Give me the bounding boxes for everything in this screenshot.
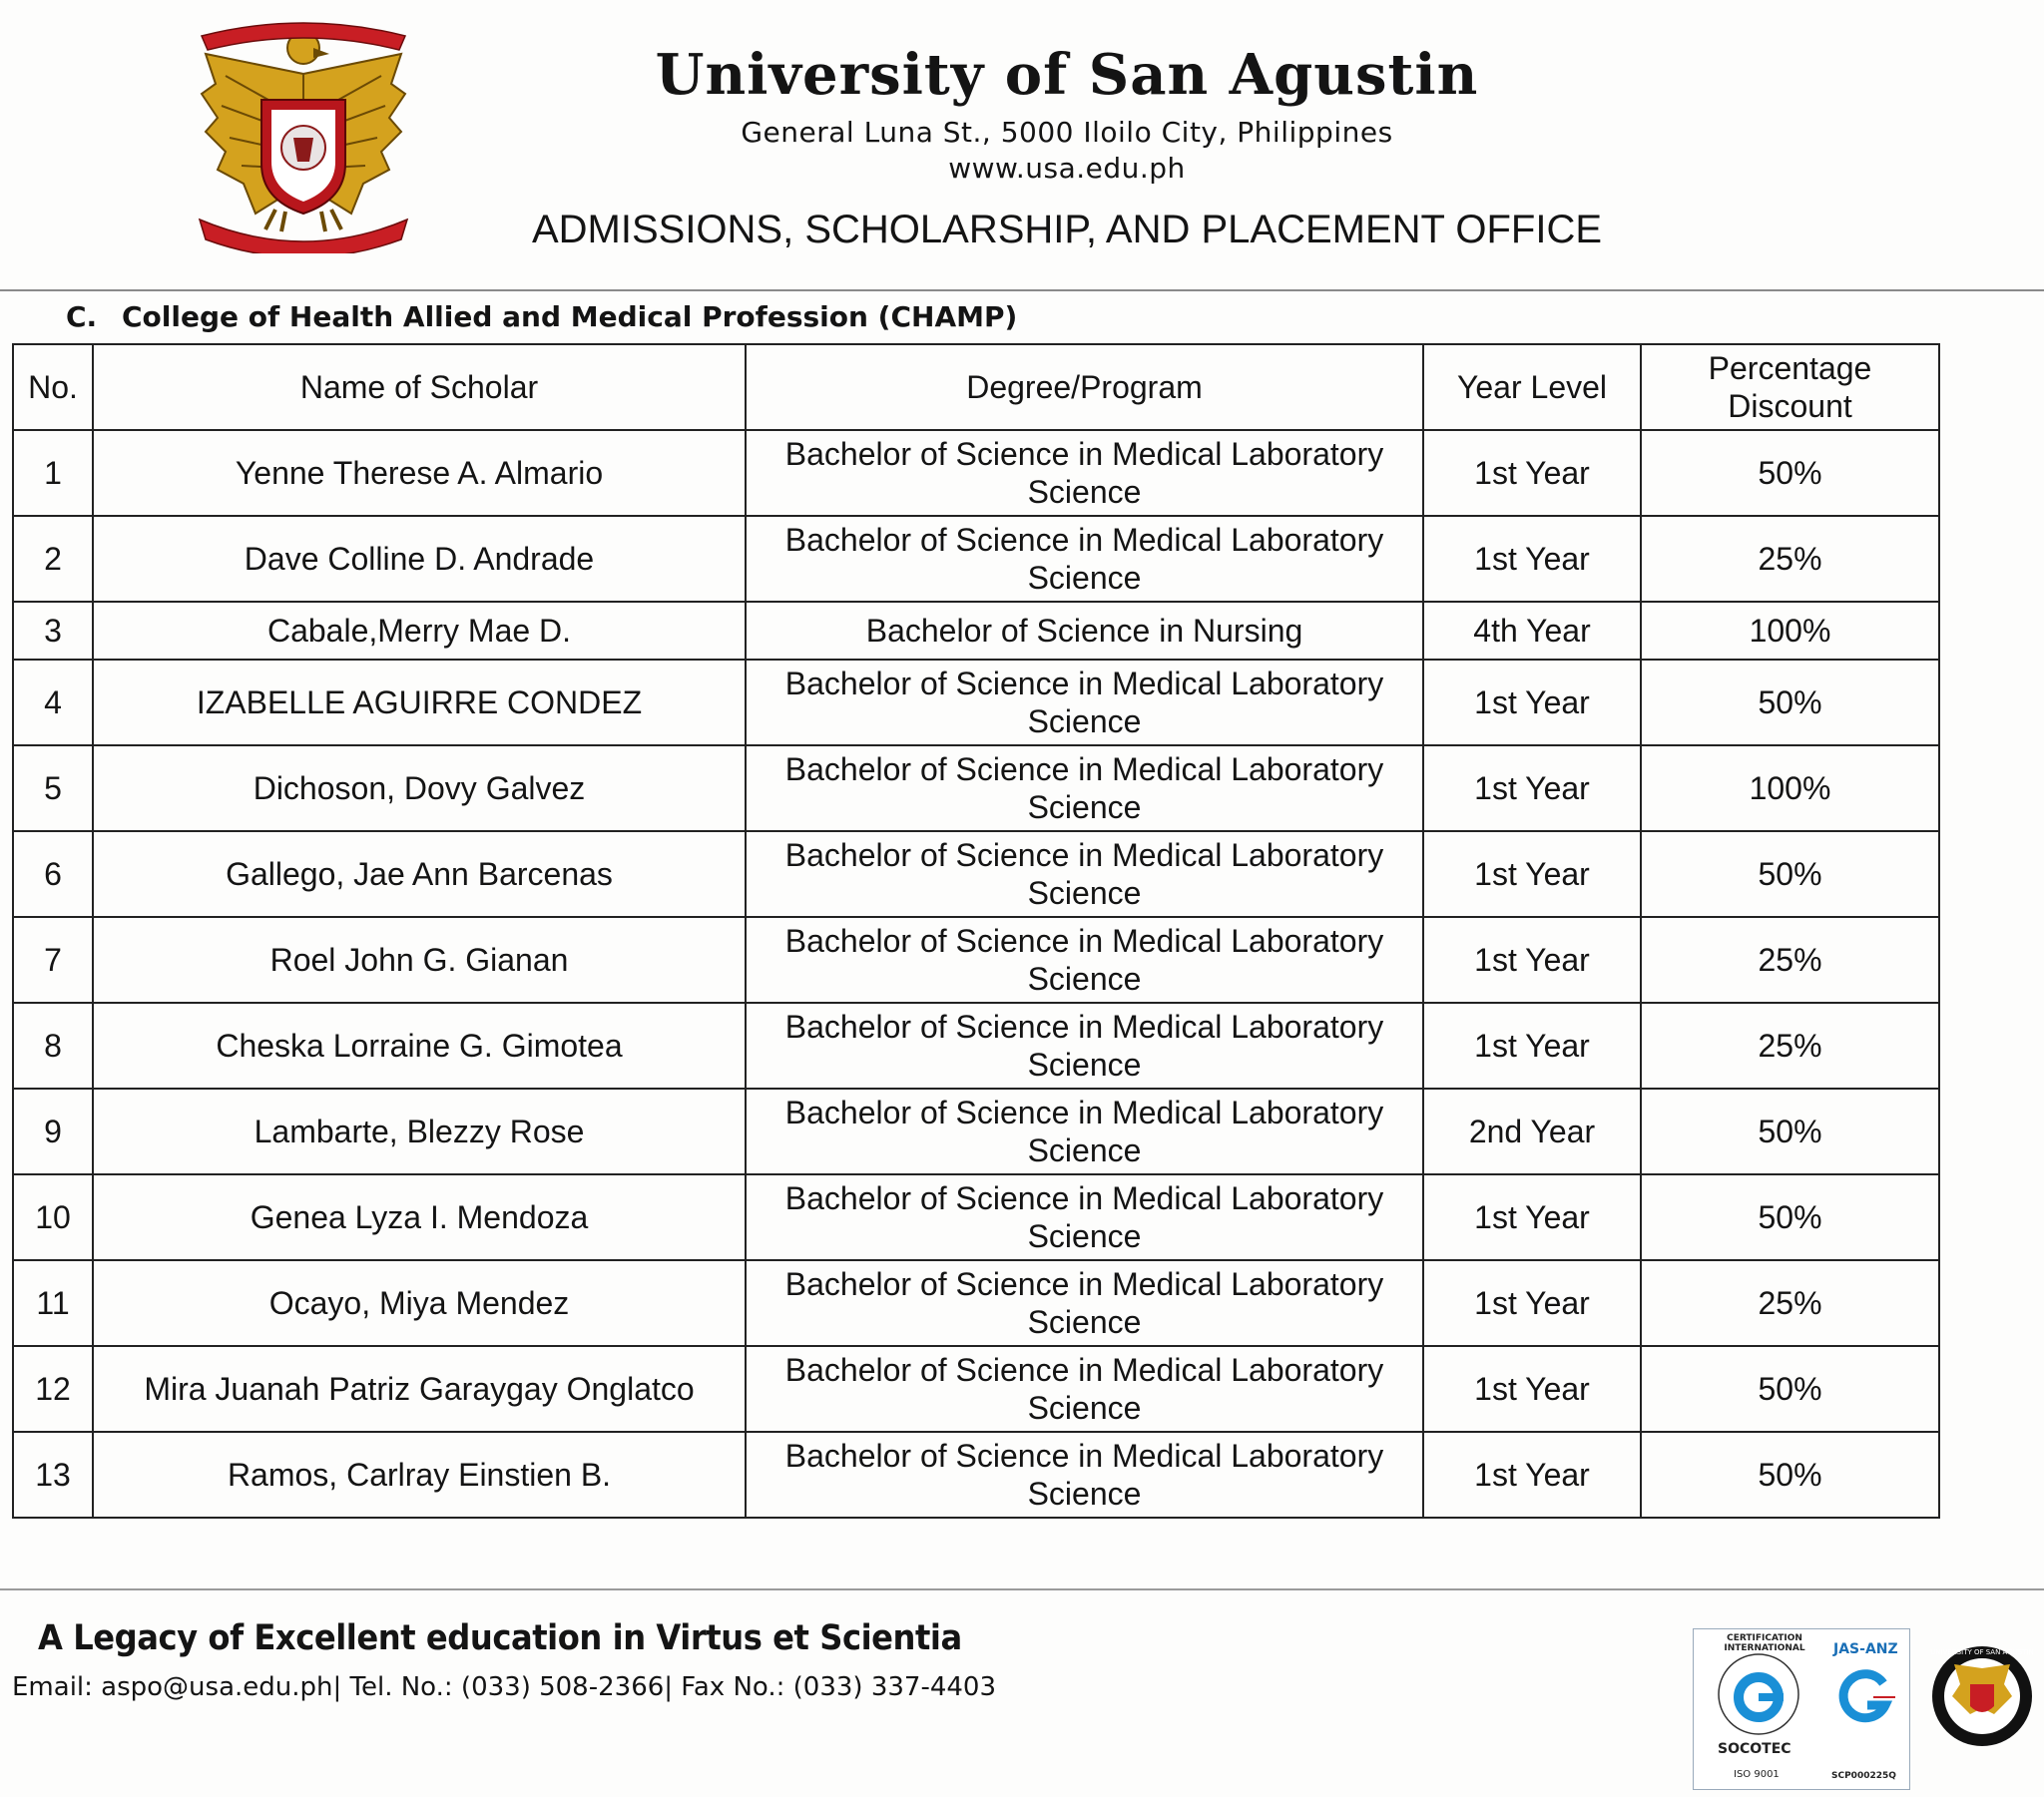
cell-program: Bachelor of Science in Medical Laboratory Science bbox=[746, 1432, 1423, 1518]
section-title: College of Health Allied and Medical Profession (CHAMP) bbox=[122, 300, 1018, 333]
cell-year: 1st Year bbox=[1423, 660, 1641, 745]
column-header-discount: Percentage Discount bbox=[1641, 344, 1939, 430]
column-header-year: Year Level bbox=[1423, 344, 1641, 430]
table-row bbox=[13, 1432, 1939, 1518]
cell-program: Bachelor of Science in Nursing bbox=[746, 602, 1423, 660]
table-row bbox=[13, 1003, 1939, 1089]
table-row bbox=[13, 745, 1939, 831]
cell-name: Lambarte, Blezzy Rose bbox=[93, 1089, 746, 1174]
jas-anz-logo-icon bbox=[1833, 1665, 1897, 1729]
cell-program: Bachelor of Science in Medical Laboratory Science bbox=[746, 917, 1423, 1003]
university-seal-icon bbox=[1930, 1644, 2034, 1748]
cell-name: Mira Juanah Patriz Garaygay Onglatco bbox=[93, 1346, 746, 1432]
cell-year: 1st Year bbox=[1423, 745, 1641, 831]
cell-discount: 25% bbox=[1641, 1260, 1939, 1346]
cell-discount: 25% bbox=[1641, 516, 1939, 602]
cell-year: 1st Year bbox=[1423, 1346, 1641, 1432]
cell-program: Bachelor of Science in Medical Laboratory Science bbox=[746, 1089, 1423, 1174]
table-row bbox=[13, 1174, 1939, 1260]
footer-contact: Email: aspo@usa.edu.ph| Tel. No.: (033) 508-2366| Fax No.: (033) 337-4403 bbox=[12, 1672, 996, 1702]
table-row bbox=[13, 917, 1939, 1003]
cell-no: 7 bbox=[13, 917, 93, 1003]
cell-name: Cheska Lorraine G. Gimotea bbox=[93, 1003, 746, 1089]
cell-name: IZABELLE AGUIRRE CONDEZ bbox=[93, 660, 746, 745]
cell-no: 4 bbox=[13, 660, 93, 745]
footer-divider bbox=[0, 1588, 2044, 1590]
header-divider bbox=[0, 289, 2044, 291]
cell-program: Bachelor of Science in Medical Laboratory Science bbox=[746, 831, 1423, 917]
office-title: ADMISSIONS, SCHOLARSHIP, AND PLACEMENT OFFICE bbox=[531, 208, 1603, 251]
cell-discount: 50% bbox=[1641, 430, 1939, 516]
socotec-label: SOCOTEC bbox=[1718, 1741, 1791, 1757]
cell-no: 6 bbox=[13, 831, 93, 917]
table-row bbox=[13, 831, 1939, 917]
university-website: www.usa.edu.ph bbox=[948, 152, 1186, 185]
cell-year: 1st Year bbox=[1423, 430, 1641, 516]
cell-discount: 50% bbox=[1641, 1346, 1939, 1432]
socotec-logo-icon bbox=[1714, 1649, 1803, 1739]
university-address: General Luna St., 5000 Iloilo City, Philippines bbox=[741, 116, 1393, 149]
cell-name: Roel John G. Gianan bbox=[93, 917, 746, 1003]
cell-program: Bachelor of Science in Medical Laboratory Science bbox=[746, 430, 1423, 516]
cell-program: Bachelor of Science in Medical Laboratory Science bbox=[746, 1346, 1423, 1432]
cell-no: 2 bbox=[13, 516, 93, 602]
section-letter: C. bbox=[66, 300, 98, 333]
cell-discount: 50% bbox=[1641, 1432, 1939, 1518]
table-row bbox=[13, 430, 1939, 516]
cell-program: Bachelor of Science in Medical Laboratory Science bbox=[746, 1003, 1423, 1089]
cell-no: 13 bbox=[13, 1432, 93, 1518]
section-heading bbox=[66, 300, 1017, 333]
cell-year: 1st Year bbox=[1423, 516, 1641, 602]
cell-year: 1st Year bbox=[1423, 1174, 1641, 1260]
cell-no: 1 bbox=[13, 430, 93, 516]
table-header-row bbox=[13, 344, 1939, 430]
cell-year: 2nd Year bbox=[1423, 1089, 1641, 1174]
table-row bbox=[13, 1346, 1939, 1432]
cell-discount: 25% bbox=[1641, 917, 1939, 1003]
iso-certificate-box bbox=[1693, 1628, 1910, 1790]
cell-no: 12 bbox=[13, 1346, 93, 1432]
cell-name: Dave Colline D. Andrade bbox=[93, 516, 746, 602]
cell-discount: 50% bbox=[1641, 660, 1939, 745]
jas-anz-code: SCP000225Q bbox=[1831, 1771, 1896, 1781]
table-row bbox=[13, 1260, 1939, 1346]
cell-discount: 50% bbox=[1641, 831, 1939, 917]
cell-name: Ramos, Carlray Einstien B. bbox=[93, 1432, 746, 1518]
cell-no: 5 bbox=[13, 745, 93, 831]
cell-program: Bachelor of Science in Medical Laboratory Science bbox=[746, 516, 1423, 602]
table-row bbox=[13, 1089, 1939, 1174]
column-header-program: Degree/Program bbox=[746, 344, 1423, 430]
certification-logos bbox=[1693, 1628, 2032, 1788]
cell-no: 11 bbox=[13, 1260, 93, 1346]
scholars-table bbox=[12, 343, 1940, 1519]
letterhead bbox=[0, 0, 2044, 299]
cell-name: Ocayo, Miya Mendez bbox=[93, 1260, 746, 1346]
table-row bbox=[13, 602, 1939, 660]
cell-name: Cabale,Merry Mae D. bbox=[93, 602, 746, 660]
footer-tagline: A Legacy of Excellent education in Virtus et Scientia bbox=[38, 1618, 962, 1658]
cell-program: Bachelor of Science in Medical Laboratory Science bbox=[746, 660, 1423, 745]
iso-standard-label: ISO 9001 bbox=[1734, 1769, 1780, 1780]
cell-program: Bachelor of Science in Medical Laboratory Science bbox=[746, 745, 1423, 831]
cell-program: Bachelor of Science in Medical Laboratory Science bbox=[746, 1260, 1423, 1346]
socotec-arc-text: CERTIFICATION INTERNATIONAL bbox=[1724, 1633, 1805, 1653]
cell-discount: 25% bbox=[1641, 1003, 1939, 1089]
cell-name: Gallego, Jae Ann Barcenas bbox=[93, 831, 746, 917]
cell-year: 1st Year bbox=[1423, 1260, 1641, 1346]
cell-year: 1st Year bbox=[1423, 1432, 1641, 1518]
cell-year: 4th Year bbox=[1423, 602, 1641, 660]
cell-discount: 100% bbox=[1641, 602, 1939, 660]
cell-year: 1st Year bbox=[1423, 917, 1641, 1003]
cell-no: 8 bbox=[13, 1003, 93, 1089]
cell-no: 3 bbox=[13, 602, 93, 660]
cell-discount: 50% bbox=[1641, 1174, 1939, 1260]
cell-year: 1st Year bbox=[1423, 1003, 1641, 1089]
cell-no: 10 bbox=[13, 1174, 93, 1260]
cell-no: 9 bbox=[13, 1089, 93, 1174]
table-row bbox=[13, 660, 1939, 745]
cell-program: Bachelor of Science in Medical Laboratory Science bbox=[746, 1174, 1423, 1260]
cell-discount: 50% bbox=[1641, 1089, 1939, 1174]
university-name: University of San Agustin bbox=[655, 42, 1479, 108]
jas-anz-label: JAS-ANZ bbox=[1833, 1641, 1898, 1657]
seal-ring-text: UNIVERSITY OF SAN AGUSTIN bbox=[1930, 1648, 2034, 1656]
cell-name: Yenne Therese A. Almario bbox=[93, 430, 746, 516]
cell-name: Dichoson, Dovy Galvez bbox=[93, 745, 746, 831]
column-header-name: Name of Scholar bbox=[93, 344, 746, 430]
cell-discount: 100% bbox=[1641, 745, 1939, 831]
cell-year: 1st Year bbox=[1423, 831, 1641, 917]
table-row bbox=[13, 516, 1939, 602]
column-header-no: No. bbox=[13, 344, 93, 430]
cell-name: Genea Lyza I. Mendoza bbox=[93, 1174, 746, 1260]
